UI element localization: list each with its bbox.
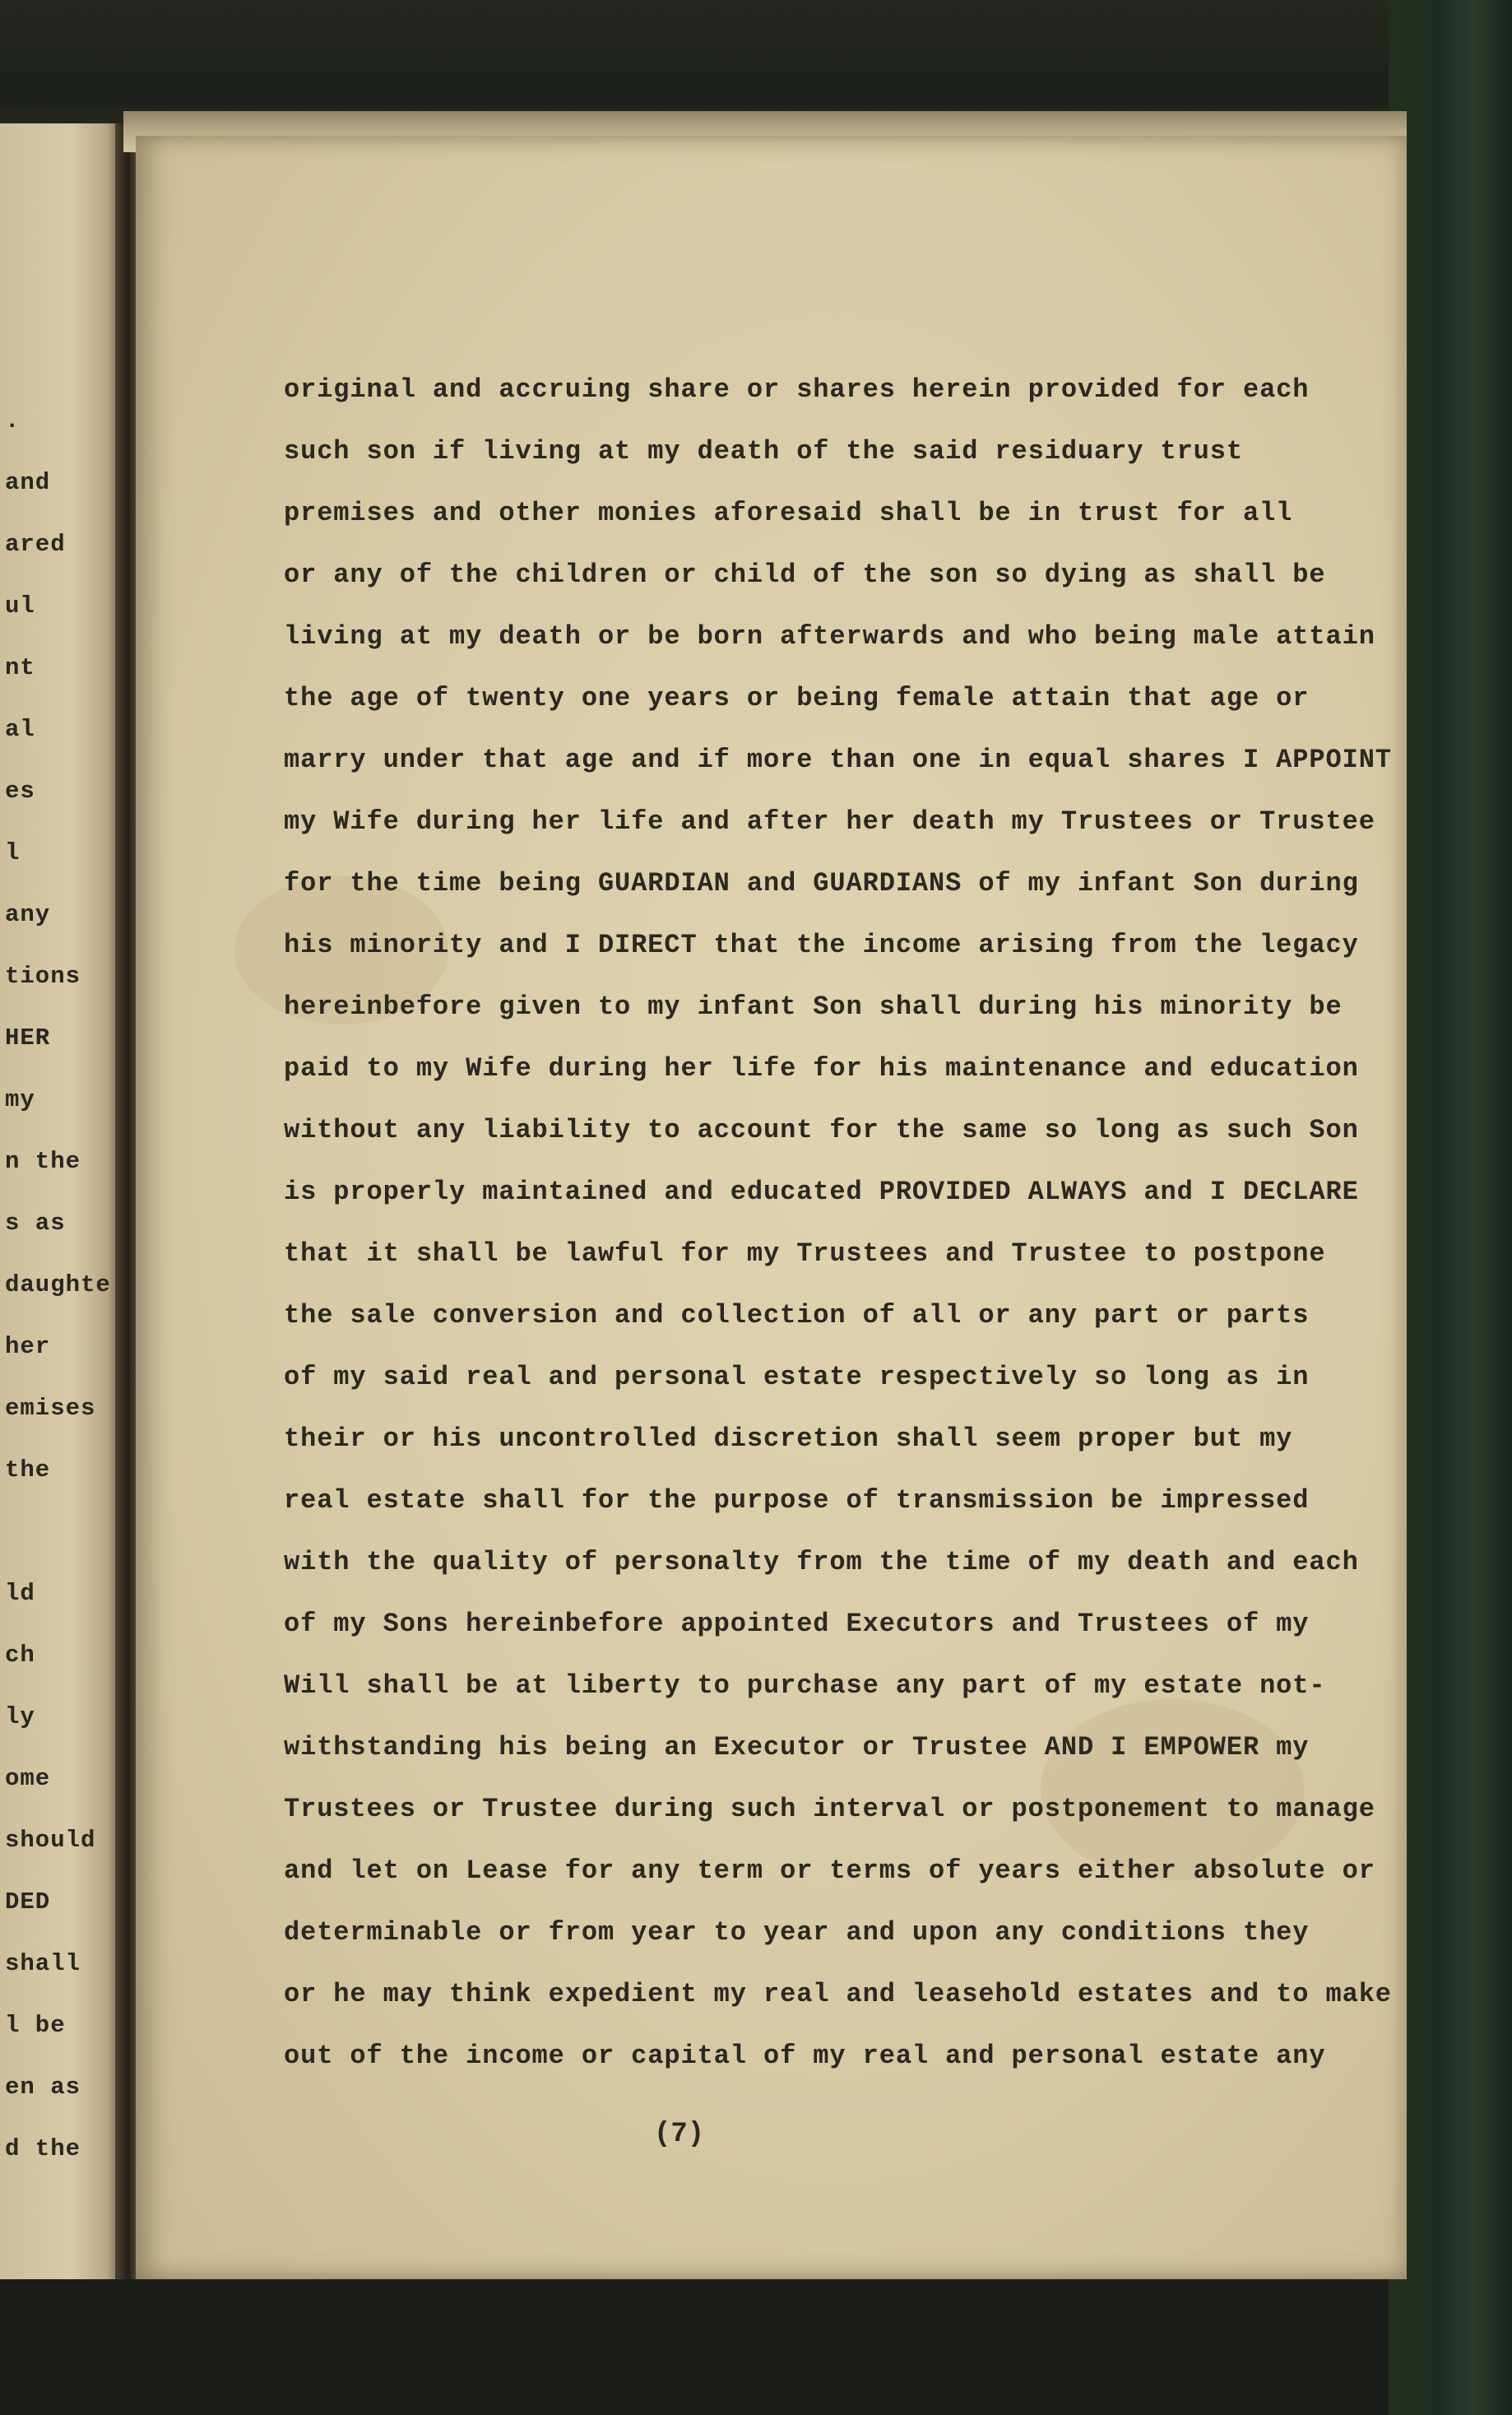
body-line: premises and other monies aforesaid shall be in trust for all (284, 498, 1293, 528)
body-line: Will shall be at liberty to purchase any part of my estate not- (284, 1670, 1326, 1701)
body-line: that it shall be lawful for my Trustees and Trustee to postpone (284, 1238, 1326, 1269)
body-line: withstanding his being an Executor or Trustee AND I EMPOWER my (284, 1732, 1310, 1762)
body-line: or he may think expedient my real and leasehold estates and to make (284, 1979, 1392, 2009)
paper-stain (1041, 1699, 1304, 1880)
left-fragment: d the (5, 2135, 81, 2162)
left-page (0, 123, 119, 2279)
left-fragment: tions (5, 963, 81, 990)
body-line: the age of twenty one years or being female attain that age or (284, 683, 1310, 713)
body-line: is properly maintained and educated PROVIDED ALWAYS and I DECLARE (284, 1177, 1359, 1207)
body-line: his minority and I DIRECT that the income arising from the legacy (284, 930, 1359, 960)
left-fragment: any (5, 901, 51, 928)
left-fragment: ome (5, 1765, 51, 1792)
book-cover-edge (1389, 0, 1512, 2415)
left-fragment: HER (5, 1024, 51, 1052)
body-line: with the quality of personalty from the time of my death and each (284, 1547, 1359, 1577)
left-fragment: DED (5, 1888, 51, 1916)
body-line: of my said real and personal estate respectively so long as in (284, 1362, 1310, 1392)
body-line: determinable or from year to year and upon any conditions they (284, 1917, 1310, 1948)
body-line: for the time being GUARDIAN and GUARDIANS of my infant Son during (284, 868, 1359, 899)
body-line: such son if living at my death of the said residuary trust (284, 436, 1243, 467)
left-fragment: and (5, 469, 51, 496)
left-fragment: should (5, 1827, 96, 1854)
main-page (136, 136, 1407, 2279)
left-fragment: shall (5, 1950, 81, 1977)
left-fragment: daughte (5, 1271, 111, 1298)
left-fragment: ly (5, 1703, 35, 1730)
left-fragment: s as (5, 1210, 66, 1237)
left-fragment: her (5, 1333, 51, 1360)
left-fragment: emises (5, 1395, 96, 1422)
left-fragment: ch (5, 1642, 35, 1669)
body-line: of my Sons hereinbefore appointed Executors and Trustees of my (284, 1609, 1310, 1639)
page-number: (7) (654, 2119, 705, 2150)
body-line: Trustees or Trustee during such interval or postponement to manage (284, 1794, 1375, 1824)
body-line: marry under that age and if more than one in equal shares I APPOINT (284, 745, 1392, 775)
body-line: and let on Lease for any term or terms of years either absolute or (284, 1855, 1375, 1886)
body-line: without any liability to account for the same so long as such Son (284, 1115, 1359, 1145)
left-fragment: ul (5, 592, 35, 620)
left-fragment: es (5, 778, 35, 805)
body-line: the sale conversion and collection of all or any part or parts (284, 1300, 1310, 1331)
body-line: out of the income or capital of my real and personal estate any (284, 2041, 1326, 2071)
left-fragment: ld (5, 1580, 35, 1607)
body-line: my Wife during her life and after her death my Trustees or Trustee (284, 806, 1375, 837)
body-line: real estate shall for the purpose of transmission be impressed (284, 1485, 1310, 1516)
left-fragment: en as (5, 2074, 81, 2101)
left-fragment: my (5, 1086, 35, 1113)
body-line: living at my death or be born afterwards and who being male attain (284, 621, 1375, 652)
left-fragment: n the (5, 1148, 81, 1175)
left-fragment: the (5, 1456, 51, 1484)
body-line: hereinbefore given to my infant Son shall during his minority be (284, 992, 1343, 1022)
left-fragment: ared (5, 531, 66, 558)
body-line: original and accruing share or shares herein provided for each (284, 374, 1310, 405)
body-line: or any of the children or child of the son so dying as shall be (284, 560, 1326, 590)
left-fragment: nt (5, 654, 35, 681)
left-fragment: al (5, 716, 35, 743)
body-line: paid to my Wife during her life for his maintenance and education (284, 1053, 1359, 1084)
left-fragment: l (5, 839, 21, 866)
left-fragment: l be (5, 2012, 66, 2039)
body-line: their or his uncontrolled discretion shall seem proper but my (284, 1423, 1293, 1454)
left-fragment: . (5, 407, 21, 434)
